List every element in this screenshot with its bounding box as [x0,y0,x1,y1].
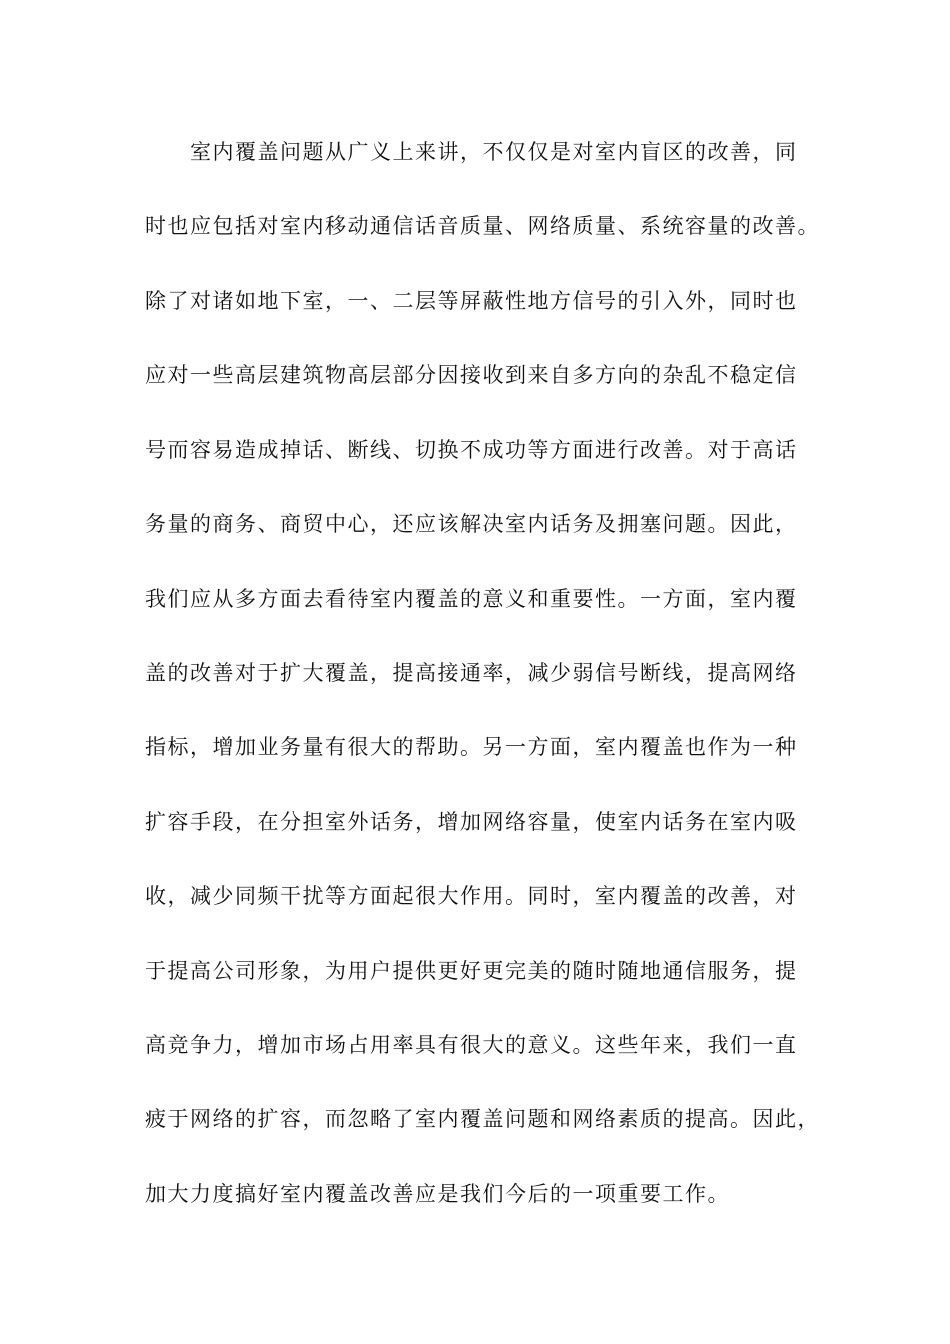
text-line-5: 号而容易造成掉话、断线、切换不成功等方面进行改善。对于高话 [145,437,798,462]
text-line-15: 加大力度搞好室内覆盖改善应是我们今后的一项重要工作。 [145,1181,730,1206]
text-line-11: 收，减少同频干扰等方面起很大作用。同时，室内覆盖的改善，对 [145,884,798,909]
text-line-3: 除了对诸如地下室，一、二层等屏蔽性地方信号的引入外，同时也 [145,288,798,313]
text-line-12: 于提高公司形象，为用户提供更好更完美的随时随地通信服务，提 [145,958,798,983]
text-line-6: 务量的商务、商贸中心，还应该解决室内话务及拥塞问题。因此， [145,512,798,537]
text-line-4: 应对一些高层建筑物高层部分因接收到来自多方向的杂乱不稳定信 [145,363,798,388]
text-line-10: 扩容手段，在分担室外话务，增加网络容量，使室内话务在室内吸 [145,809,798,834]
text-line-7: 我们应从多方面去看待室内覆盖的意义和重要性。一方面，室内覆 [145,586,798,611]
body-paragraph [145,115,845,1231]
text-line-9: 指标，增加业务量有很大的帮助。另一方面，室内覆盖也作为一种 [145,735,798,760]
text-line-14: 疲于网络的扩容，而忽略了室内覆盖问题和网络素质的提高。因此， [145,1107,820,1132]
text-line-13: 高竞争力，增加市场占用率具有很大的意义。这些年来，我们一直 [145,1033,798,1058]
text-line-8: 盖的改善对于扩大覆盖，提高接通率，减少弱信号断线，提高网络 [145,660,798,685]
text-line-2: 时也应包括对室内移动通信话音质量、网络质量、系统容量的改善。 [145,214,820,239]
text-line-1: 室内覆盖问题从广义上来讲，不仅仅是对室内盲区的改善，同 [190,140,798,164]
